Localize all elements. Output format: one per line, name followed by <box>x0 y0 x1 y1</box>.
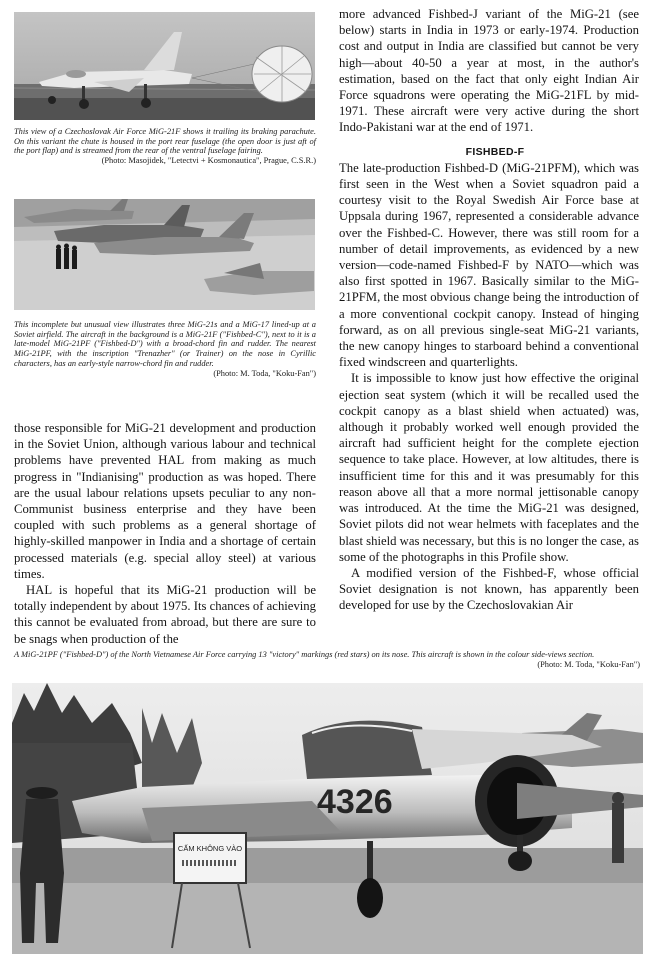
left-column-text <box>14 420 316 647</box>
photo-soviet-airfield-lineup-image <box>14 199 315 310</box>
figure-caption-2-text: This incomplete but unusual view illustrates three MiG-21s and a MiG-17 lined-up at a Soviet airfield. The aircraft in the background is a MiG-21F ("Fishbed-C"), next to it is a late-model MiG-21PF ("Fishbed-D") with a broad-chord fin and rudder. The nearest MiG-21PF, with the inscription "Trenazher" (or Trainer) on the nose in Cyrillic characters, has an early-style narrow-chord fin and rudder. <box>14 320 316 368</box>
figure-caption-1-text: This view of a Czechoslovak Air Force MiG-21F shows it trailing its braking parachute. On this variant the chute is housed in the port rear fuselage (the open door is just aft of the port flap) and is streamed from the rear of the ventral fuselage fairing. <box>14 127 316 156</box>
right-paragraph-1: The late-production Fishbed-D (MiG-21PFM), which was first seen in the West when a Soviet squadron paid a courtesy visit to the Royal Swedish Air Force base at Uppsala during 1967, represented a considerable advance over the Fishbed-C. However, there was still room for a number of detail improvements, as evidenced by a new version—code-named Fishbed-F by NATO—which was also first spotted in 1967. Basically similar to the MiG-21PFM, the most obvious change being the introduction of a more conventional cockpit canopy. Instead of hinging forward, as on all previous single-seat MiG-21 variants, the new canopy hinges to starboard behind a conventional fixed windscreen and quarterlights. <box>339 160 639 370</box>
figure-caption-2 <box>14 320 316 378</box>
figure-credit-3: (Photo: M. Toda, "Koku-Fan") <box>537 659 640 669</box>
photo-mig21f-parachute-image <box>14 12 315 120</box>
right-intro-paragraph: more advanced Fishbed-J variant of the MiG-21 (see below) starts in India in 1973 or early-1974. Production cost and output in India are classified but cannot be very high—about 40-50 a year at most, in the author's estimation, based on the fact that only eight Indian Air Force squadrons were operating the MiG-21FL by mid-1971. These aircraft were very active during the short Indo-Pakistani war at the end of 1971. <box>339 7 639 135</box>
photo-nvaf-mig21pf-image <box>12 683 643 954</box>
section-heading-fishbed-f: FISHBED-F <box>465 145 525 158</box>
photo-mig21f-parachute <box>14 12 315 120</box>
left-paragraph-1: those responsible for MiG-21 development and production in the Soviet Union, although various labour and technical problems have prevented HAL from making as much progress in "Indianising" production as was hoped. There are the usual labour relations upsets peculiar to any non-Communist business enterprise and they have been coupled with such problems as a general shortage of highly-skilled manpower in India and a shortage of certain processed materials (e.g. special alloy steel) at various times. <box>14 421 316 581</box>
photo-nvaf-mig21pf <box>12 683 643 954</box>
photo-soviet-airfield-lineup <box>14 199 315 310</box>
figure-caption-3-text: A MiG-21PF ("Fishbed-D") of the North Vietnamese Air Force carrying 13 "victory" markings (red stars) on its nose. This aircraft is shown in the colour side-views section. <box>14 650 595 659</box>
right-column-text <box>339 6 639 614</box>
nose-number: 4326 <box>317 783 393 821</box>
no-entry-sign-text: CẤM KHÔNG VÀO <box>177 844 243 853</box>
left-paragraph-2: HAL is hopeful that its MiG-21 production will be totally independent by about 1975. Its chances of achieving this cannot be evaluated from abroad, but there are sure to be snags when production of the <box>14 583 316 646</box>
figure-caption-1 <box>14 127 316 166</box>
figure-caption-3 <box>14 650 640 669</box>
right-paragraph-3: A modified version of the Fishbed-F, whose official Soviet designation is not known, has apparently been developed for use by the Czechoslovakian Air <box>339 565 639 613</box>
figure-credit-2: (Photo: M. Toda, "Koku-Fan") <box>213 368 316 378</box>
right-paragraph-2: It is impossible to know just how effective the original ejection seat system (which it will be recalled used the cockpit canopy as a blast shield when actuated) was, although it probably worked well enough provided the aircraft had sufficient height for the complete ejection sequence to take place. However, at low altitudes, there is insufficient time for this and it was presumably for this reason above all that a more normal jettisonable canopy was introduced. At the time the MiG-21 was designed, Soviet pilots did not wear helmets with faceplates and the blast shield was necessary, but this is no longer the case, as some of the photographs in this Profile show. <box>339 371 639 564</box>
figure-credit-1: (Photo: Masojidek, "Letectvi + Kosmonautica", Prague, C.S.R.) <box>101 156 316 166</box>
